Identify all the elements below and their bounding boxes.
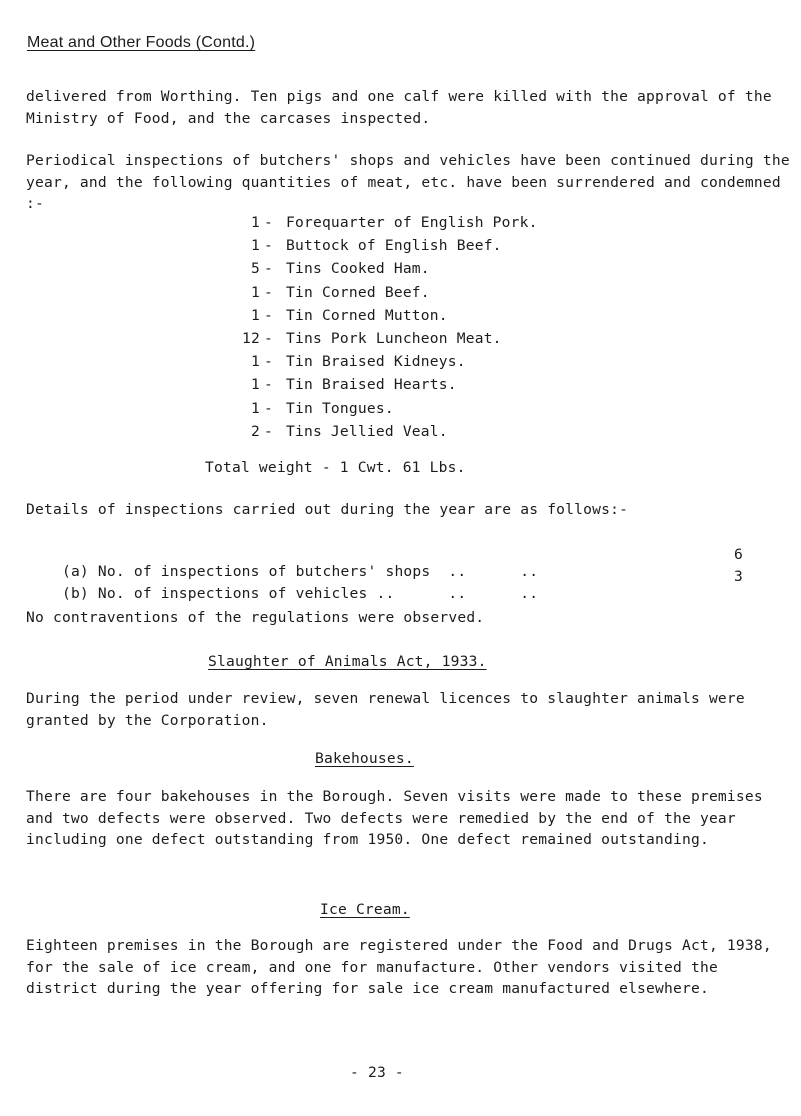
condemned-item-row [0,376,801,398]
item-description: Tin Tongues. [286,399,394,417]
condemned-item-row [0,330,801,352]
item-quantity: 1 [251,283,260,301]
item-description: Tins Pork Luncheon Meat. [286,330,502,347]
item-dash: - [264,260,273,278]
slaughter-heading: Slaughter of Animals Act, 1933. [208,653,487,670]
item-quantity: 1 [251,353,260,371]
item-description: Forequarter of English Pork. [286,214,538,231]
item-dash: - [264,353,273,371]
item-dash: - [264,306,273,324]
inspection-label: (b) No. of inspections of vehicles .. .. .. [61,585,539,602]
item-description: Tin Corned Mutton. [286,306,448,324]
item-dash: - [264,330,273,347]
condemned-item-row [0,260,801,282]
item-dash: - [264,237,273,255]
page-title: Meat and Other Foods (Contd.) [27,34,256,51]
item-quantity: 1 [251,306,260,324]
condemned-item-row [0,284,801,306]
item-description: Tins Jellied Veal. [286,422,448,440]
ice-cream-heading: Ice Cream. [320,901,410,918]
item-dash: - [264,399,273,417]
item-description: Tins Cooked Ham. [286,260,430,278]
details-intro: Details of inspections carried out during the year are as follows:- [26,501,629,518]
inspection-count: 6 [734,546,743,563]
item-description: Tin Corned Beef. [286,283,430,301]
periodical-inspections-paragraph: Periodical inspections of butchers' shops and vehicles have been continued during the year, and the following quantities of meat, etc. have been surrendered and condemned :- [26,152,790,212]
inspections-table [0,546,801,602]
ice-cream-paragraph: Eighteen premises in the Borough are registered under the Food and Drugs Act, 1938, for the sale of ice cream, and one for manufacture. Other vendors visited the district during the year offering for sale ice cream manufactured elsewhere. [26,937,772,997]
condemned-item-row [0,214,801,236]
item-dash: - [264,214,273,231]
condemned-item-row [0,423,801,445]
slaughter-paragraph: During the period under review, seven renewal licences to slaughter animals were granted by the Corporation. [26,690,745,729]
bakehouses-heading: Bakehouses. [315,750,414,767]
inspection-row [26,546,539,580]
no-contraventions-text: No contraventions of the regulations were observed. [26,609,485,626]
item-quantity: 12 [242,330,260,347]
item-dash: - [264,422,273,440]
inspection-row [26,568,539,602]
bakehouses-paragraph: There are four bakehouses in the Borough. Seven visits were made to these premises and two defects were observed. Two defects were remedied by the end of the year including one defect outstanding from 1950. One defect remained outstanding. [26,788,763,848]
condemned-item-row [0,307,801,329]
total-weight: Total weight - 1 Cwt. 61 Lbs. [205,459,466,476]
inspection-label: (a) No. of inspections of butchers' shops .. .. [61,563,539,580]
item-quantity: 1 [251,237,260,255]
item-quantity: 2 [251,422,260,440]
item-description: Tin Braised Kidneys. [286,353,466,371]
item-quantity: 1 [251,376,260,394]
item-description: Tin Braised Hearts. [286,376,457,394]
item-description: Buttock of English Beef. [286,237,502,255]
inspection-count: 3 [734,568,743,585]
page-number: - 23 - [350,1064,404,1081]
item-quantity: 1 [251,399,260,417]
condemned-item-row [0,353,801,375]
item-quantity: 1 [251,214,260,231]
condemned-item-row [0,400,801,422]
item-quantity: 5 [251,260,260,278]
condemned-items-list [0,214,801,449]
condemned-item-row [0,237,801,259]
item-dash: - [264,283,273,301]
item-dash: - [264,376,273,394]
intro-paragraph: delivered from Worthing. Ten pigs and one calf were killed with the approval of the Ministry of Food, and the carcases inspected. [26,88,772,127]
